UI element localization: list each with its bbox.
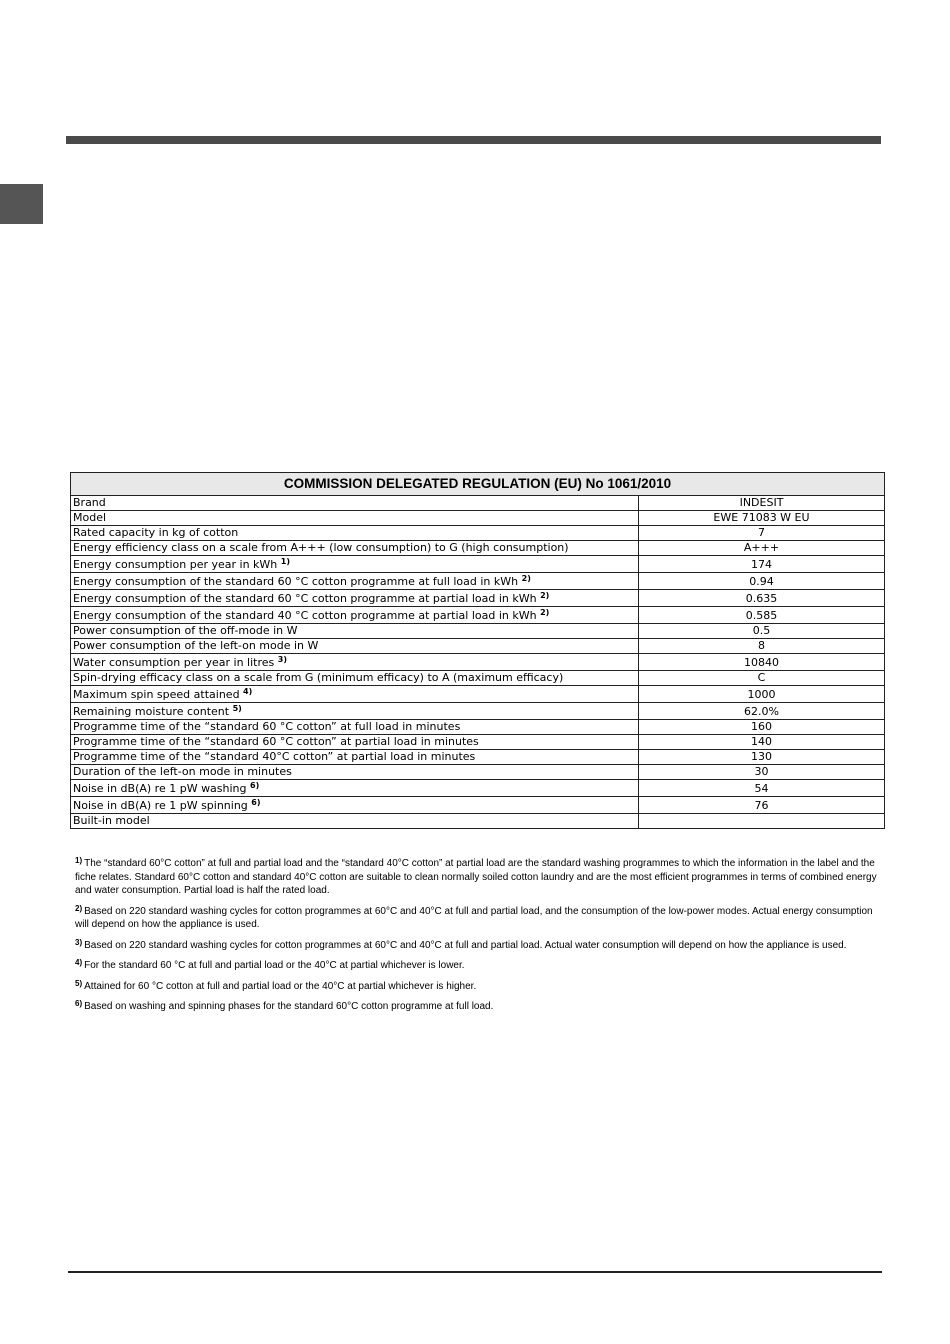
table-row [71, 511, 885, 526]
row-label-text: Energy efficiency class on a scale from A+++ (low consumption) to G (high consumption) [73, 541, 569, 554]
footnote-text: Based on washing and spinning phases for the standard 60°C cotton programme at full load. [84, 1001, 494, 1012]
row-label-text: Remaining moisture content [73, 705, 230, 718]
table-row [71, 496, 885, 511]
footnote-ref: 2) [521, 574, 531, 583]
footnote-text: For the standard 60 °C at full and partial load or the 40°C at partial whichever is lower. [84, 960, 465, 971]
footnote-text: The “standard 60°C cotton” at full and partial load and the “standard 40°C cotton” at partial load are the standard washing programmes to which the information in the label and the fiche relates. Standard 60°C cotton and standard 40°C cotton are suitable to clean normally soiled cotton laundry and are the most efficient programmes in terms of combined energy and water consumption. Partial load is half the rated load. [75, 858, 877, 896]
footnote-ref: 6) [250, 781, 260, 790]
footnote-marker: 1) [75, 856, 83, 865]
table-row [71, 797, 885, 814]
table-row [71, 526, 885, 541]
footer-rule [68, 1271, 882, 1273]
footnote [75, 980, 885, 994]
row-label [71, 624, 639, 639]
row-value: 0.5 [639, 624, 885, 639]
row-label [71, 556, 639, 573]
row-value: 54 [639, 780, 885, 797]
row-value: 1000 [639, 686, 885, 703]
row-label [71, 541, 639, 556]
table-row [71, 814, 885, 829]
footnote-ref: 2) [540, 608, 550, 617]
row-label [71, 720, 639, 735]
footnote-marker: 6) [75, 999, 83, 1008]
footnote [75, 857, 885, 898]
row-label [71, 590, 639, 607]
table-row [71, 573, 885, 590]
footnote-ref: 3) [277, 655, 287, 664]
row-label-text: Model [73, 511, 107, 524]
row-label [71, 671, 639, 686]
row-label [71, 496, 639, 511]
row-label [71, 735, 639, 750]
row-label [71, 703, 639, 720]
footnote-marker: 4) [75, 958, 83, 967]
footnote-text: Attained for 60 °C cotton at full and partial load or the 40°C at partial whichever is higher. [84, 980, 477, 992]
row-value: 174 [639, 556, 885, 573]
row-label [71, 780, 639, 797]
table-row [71, 624, 885, 639]
row-value: 10840 [639, 654, 885, 671]
footnote-ref: 5) [232, 704, 242, 713]
row-label-text: Energy consumption of the standard 60 °C cotton programme at full load in kWh [73, 575, 519, 588]
footnote [75, 959, 885, 973]
row-value: 130 [639, 750, 885, 765]
row-label [71, 511, 639, 526]
row-label [71, 526, 639, 541]
row-value [639, 814, 885, 829]
row-label-text: Noise in dB(A) re 1 pW washing [73, 782, 247, 795]
row-value: 0.94 [639, 573, 885, 590]
table-row [71, 654, 885, 671]
row-label [71, 765, 639, 780]
table-row [71, 541, 885, 556]
row-label-text: Rated capacity in kg of cotton [73, 526, 239, 539]
row-label-text: Programme time of the “standard 60 °C cotton” at full load in minutes [73, 720, 461, 733]
footnote [75, 1000, 885, 1014]
row-value: INDESIT [639, 496, 885, 511]
row-value: A+++ [639, 541, 885, 556]
row-label [71, 573, 639, 590]
table-row [71, 556, 885, 573]
language-tab-marker [0, 184, 43, 224]
row-label-text: Power consumption of the off-mode in W [73, 624, 298, 637]
row-label [71, 654, 639, 671]
row-label-text: Noise in dB(A) re 1 pW spinning [73, 799, 248, 812]
row-label-text: Maximum spin speed attained [73, 688, 240, 701]
row-label-text: Energy consumption of the standard 60 °C cotton programme at partial load in kWh [73, 592, 537, 605]
row-value: C [639, 671, 885, 686]
table-row [71, 686, 885, 703]
fiche-body [71, 496, 885, 829]
regulation-title: COMMISSION DELEGATED REGULATION (EU) No 1061/2010 [71, 473, 885, 496]
table-row [71, 607, 885, 624]
row-label [71, 797, 639, 814]
footnote-ref: 4) [243, 687, 253, 696]
row-value: 160 [639, 720, 885, 735]
row-label-text: Spin-drying efficacy class on a scale from G (minimum efficacy) to A (maximum efficacy) [73, 671, 564, 684]
table-row [71, 671, 885, 686]
footnote [75, 905, 885, 932]
row-label [71, 607, 639, 624]
row-value: EWE 71083 W EU [639, 511, 885, 526]
footnote-ref: 6) [251, 798, 261, 807]
footnote-ref: 2) [540, 591, 550, 600]
row-value: 8 [639, 639, 885, 654]
row-label-text: Energy consumption per year in kWh [73, 558, 278, 571]
header-rule [66, 136, 881, 144]
product-fiche-table [70, 472, 885, 829]
footnote-text: Based on 220 standard washing cycles for cotton programmes at 60°C and 40°C at full and partial load, and the consumption of the low-power modes. Actual energy consumption will depend on how the appliance is used. [75, 905, 873, 930]
table-row [71, 780, 885, 797]
row-value: 0.585 [639, 607, 885, 624]
footnote-text: Based on 220 standard washing cycles for cotton programmes at 60°C and 40°C at full and partial load. Actual water consumption will depend on how the appliance is used. [84, 939, 847, 951]
row-label [71, 639, 639, 654]
row-label-text: Water consumption per year in litres [73, 656, 275, 669]
row-label-text: Duration of the left-on mode in minutes [73, 765, 292, 778]
row-label [71, 750, 639, 765]
row-label [71, 686, 639, 703]
row-value: 30 [639, 765, 885, 780]
row-label-text: Programme time of the “standard 40°C cotton” at partial load in minutes [73, 750, 476, 763]
row-label-text: Programme time of the “standard 60 °C cotton” at partial load in minutes [73, 735, 479, 748]
row-value: 0.635 [639, 590, 885, 607]
footnote-ref: 1) [280, 557, 291, 566]
row-value: 76 [639, 797, 885, 814]
row-value: 62.0% [639, 703, 885, 720]
table-row [71, 703, 885, 720]
row-label-text: Built-in model [73, 814, 150, 827]
table-row [71, 590, 885, 607]
footnote-marker: 2) [75, 903, 83, 913]
row-label-text: Energy consumption of the standard 40 °C cotton programme at partial load in kWh [73, 609, 537, 622]
table-row [71, 750, 885, 765]
table-row [71, 639, 885, 654]
row-label-text: Brand [73, 496, 106, 509]
footnote-marker: 5) [75, 978, 83, 988]
footnotes [75, 857, 885, 1021]
row-label-text: Power consumption of the left-on mode in W [73, 639, 319, 652]
table-row [71, 765, 885, 780]
table-row [71, 720, 885, 735]
row-label [71, 814, 639, 829]
footnote [75, 939, 885, 953]
row-value: 140 [639, 735, 885, 750]
footnote-marker: 3) [75, 937, 83, 947]
table-row [71, 735, 885, 750]
row-value: 7 [639, 526, 885, 541]
